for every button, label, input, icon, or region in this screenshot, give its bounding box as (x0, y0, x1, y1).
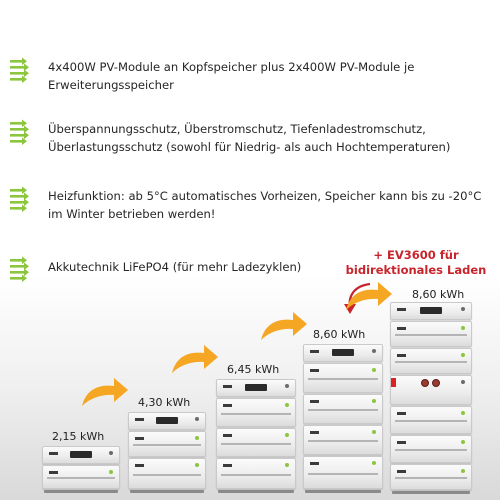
battery-module (303, 456, 383, 489)
battery-module (390, 464, 472, 490)
battery-module (390, 348, 472, 374)
feature-row-1 (8, 57, 492, 93)
battery-module (128, 431, 206, 457)
orange-arrow-icon (80, 376, 130, 412)
battery-module (216, 458, 296, 489)
orange-arrow-icon (259, 310, 309, 346)
feature-row-2 (8, 119, 492, 155)
orange-arrow-icon (170, 343, 220, 379)
feature-row-3 (8, 186, 492, 222)
feature-text: Heizfunktion: ab 5°C automatisches Vorheizen, Speicher kann bis zu -20°C im Winter betrieben werden! (48, 189, 482, 221)
stack-2-capacity: 4,30 kWh (138, 396, 191, 409)
battery-module (303, 394, 383, 424)
ev-label-line-1: + EV3600 für (373, 248, 459, 262)
battery-module (303, 363, 383, 393)
battery-module (303, 425, 383, 455)
feature-text: Überspannungsschutz, Überstromschutz, Tiefenladestromschutz, Überlastungsschutz (sowohl für Niedrig- als auch Hochtemperaturen) (48, 122, 451, 154)
battery-stack-4 (303, 344, 383, 494)
green-arrows-icon (8, 57, 34, 83)
stack-5-capacity: 8,60 kWh (412, 288, 465, 301)
orange-arrow-icon (344, 280, 394, 316)
head-module (216, 379, 296, 397)
stack-1-capacity: 2,15 kWh (52, 430, 105, 443)
ev3600-label (336, 248, 496, 278)
stack-4-capacity: 8,60 kWh (313, 328, 366, 341)
green-arrows-icon (8, 186, 34, 212)
battery-module (216, 398, 296, 427)
battery-module (390, 435, 472, 463)
ev3600-module (390, 375, 472, 405)
feature-text: Akkutechnik LiFePO4 (für mehr Ladezyklen) (48, 260, 302, 274)
head-module (42, 446, 120, 464)
stack-3-capacity: 6,45 kWh (227, 363, 280, 376)
battery-module (216, 428, 296, 457)
battery-module (390, 406, 472, 434)
green-arrows-icon (8, 256, 34, 282)
battery-stack-5-ev (390, 302, 472, 494)
battery-stack-2 (128, 412, 206, 494)
battery-module (42, 465, 120, 489)
head-module (303, 344, 383, 362)
battery-stack-1 (42, 446, 120, 494)
ev-label-line-2: bidirektionales Laden (345, 263, 487, 277)
green-arrows-icon (8, 119, 34, 145)
head-module (390, 302, 472, 320)
battery-module (128, 458, 206, 489)
feature-text: 4x400W PV-Module an Kopfspeicher plus 2x400W PV-Module je Erweiterungsspeicher (48, 60, 415, 92)
battery-module (390, 321, 472, 347)
battery-stack-3 (216, 379, 296, 494)
head-module (128, 412, 206, 430)
